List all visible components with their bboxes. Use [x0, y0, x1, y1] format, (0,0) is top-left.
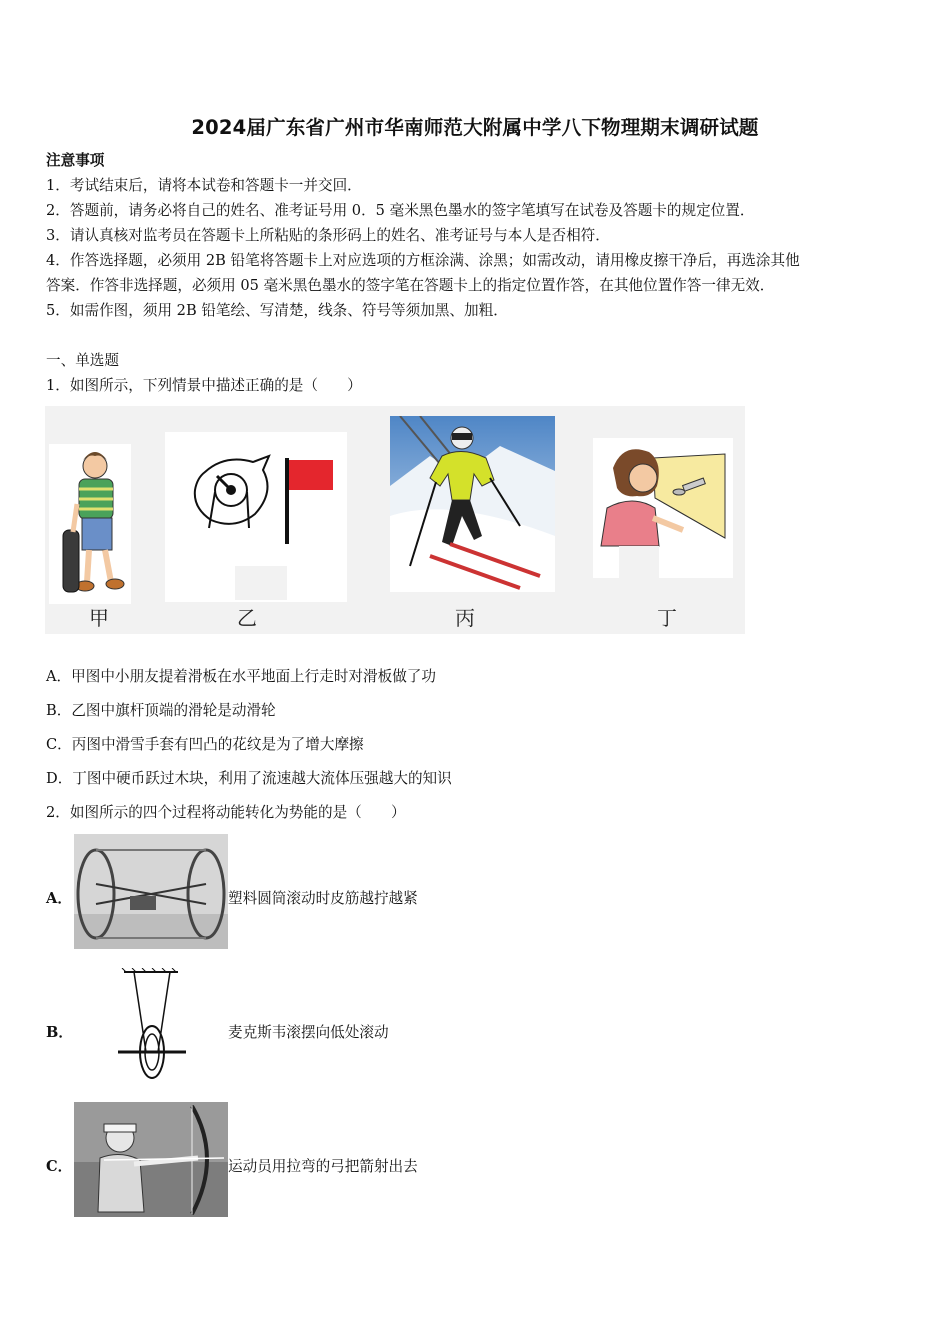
notice-heading: 注意事项 [46, 152, 105, 169]
figure-label: 乙 [237, 606, 257, 630]
notice-item: 答案．作答非选择题，必须用 05 毫米黑色墨水的签字笔在答题卡上的指定位置作答，在其他位置作答一律无效． [46, 277, 775, 294]
flag [289, 460, 333, 490]
q2-stem: 2．如图所示的四个过程将动能转化为势能的是（ ） [46, 804, 406, 821]
girl-coin-illustration [593, 438, 733, 578]
q2-option-c-letter: C． [46, 1158, 73, 1175]
q1-option-b: B．乙图中旗杆顶端的滑轮是动滑轮 [46, 702, 276, 719]
rolling-cylinder-photo [74, 834, 228, 949]
q2-option-b-letter: B． [46, 1024, 73, 1041]
q2-option-c-text: 运动员用拉弯的弓把箭射出去 [228, 1158, 418, 1175]
flagpole-pulley-illustration [165, 432, 347, 602]
figure-label: 丁 [657, 606, 677, 630]
page-title: 2024届广东省广州市华南师范大附属中学八下物理期末调研试题 [191, 116, 759, 139]
q1-option-c: C．丙图中滑雪手套有凹凸的花纹是为了增大摩擦 [46, 736, 364, 753]
notice-item: 1．考试结束后，请将本试卷和答题卡一并交回． [46, 177, 362, 194]
notice-item: 5．如需作图，须用 2B 铅笔绘、写清楚，线条、符号等须加黑、加粗． [46, 302, 508, 319]
archer-photo [74, 1102, 228, 1217]
section-heading: 一、单选题 [46, 352, 119, 369]
q2-option-b-text: 麦克斯韦滚摆向低处滚动 [228, 1024, 389, 1041]
q1-stem: 1．如图所示，下列情景中描述正确的是（ ） [46, 377, 362, 394]
notice-item: 3．请认真核对监考员在答题卡上所粘贴的条形码上的姓名、准考证号与本人是否相符． [46, 227, 610, 244]
q1-option-a: A．甲图中小朋友提着滑板在水平地面上行走时对滑板做了功 [46, 668, 436, 685]
figure-label: 丙 [455, 606, 475, 630]
notice-item: 2．答题前，请务必将自己的姓名、准考证号用 0．5 毫米黑色墨水的签字笔填写在试卷及答题卡的规定位置． [46, 202, 755, 219]
q1-figure [45, 406, 745, 634]
q2-option-a-letter: A． [46, 890, 72, 907]
maxwell-pendulum-diagram [112, 968, 192, 1084]
skier-photo [390, 416, 555, 592]
q1-option-d: D．丁图中硬币跃过木块，利用了流速越大流体压强越大的知识 [46, 770, 452, 787]
notice-item: 4．作答选择题，必须用 2B 铅笔将答题卡上对应选项的方框涂满、涂黑；如需改动，请用橡皮擦干净后，再选涂其他 [46, 252, 800, 269]
figure-label: 甲 [89, 606, 109, 630]
boy-skateboard-illustration [49, 444, 131, 604]
q2-option-a-text: 塑料圆筒滚动时皮筋越拧越紧 [228, 890, 418, 907]
